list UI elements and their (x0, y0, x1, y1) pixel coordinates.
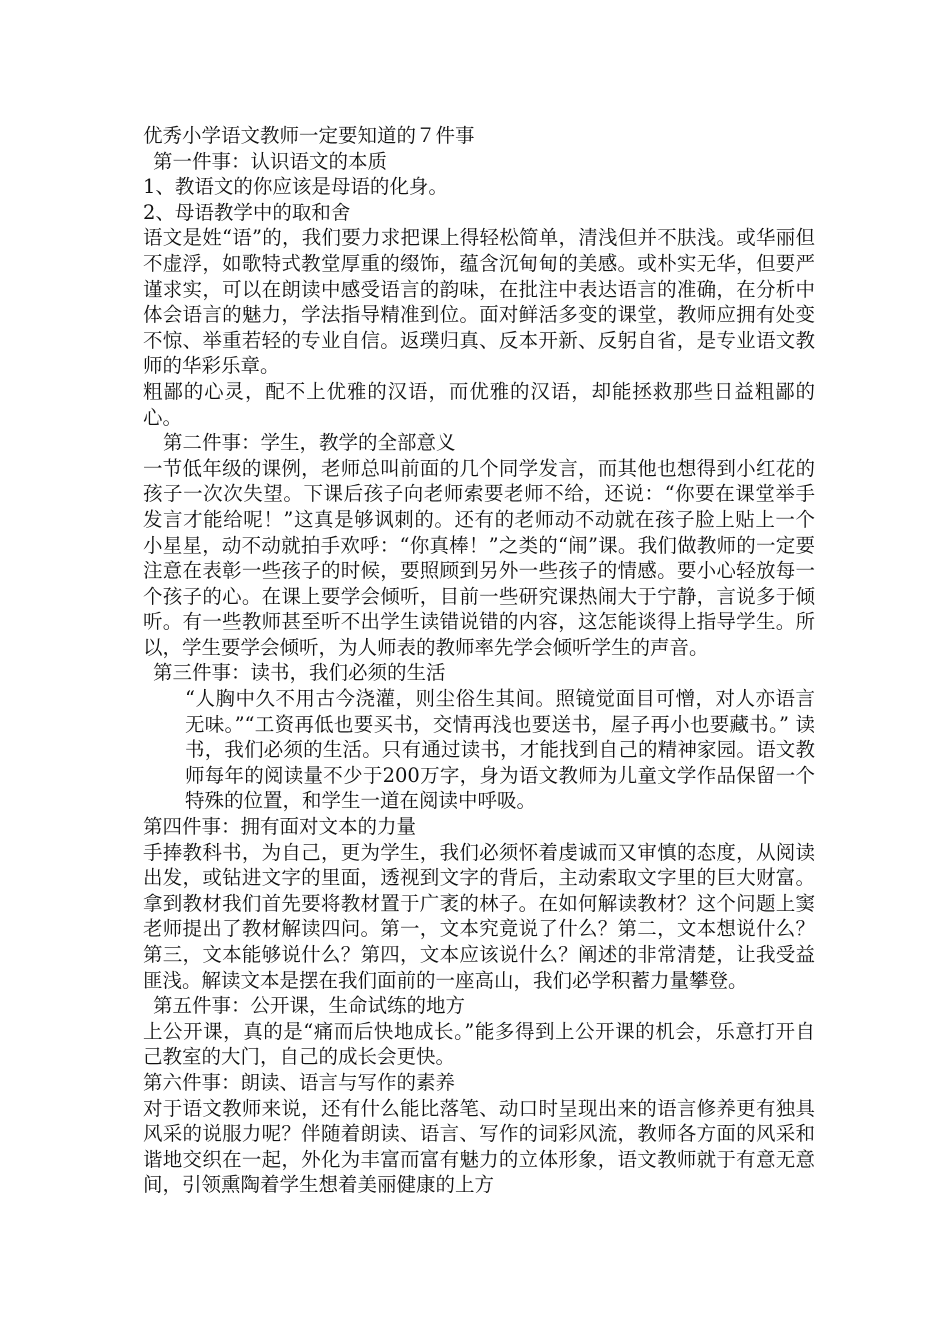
section-1-item-1: 1、教语文的你应该是母语的化身。 (143, 175, 448, 199)
section-6-heading: 第六件事：朗读、语言与写作的素养 (143, 1070, 456, 1094)
section-1-heading: 第一件事：认识语文的本质 (153, 149, 388, 173)
section-5-heading: 第五件事：公开课，生命试练的地方 (153, 994, 466, 1018)
section-4-paragraph-1: 手捧教科书，为自己，更为学生，我们必须怀着虔诚而又审慎的态度，从阅读出发，或钻进文字的里面，透视到文字的背后，主动索取文字里的巨大财富。拿到教材我们首先要将教材置于广袤的林子。在如何解读教材？这个问题上窦老师提出了教材解读四问。第一，文本究竟说了什么？第二，文本想说什么？第三，文本能够说什么？第四，文本应该说什么？阐述的非常清楚，让我受益匪浅。解读文本是摆在我们面前的一座高山，我们必学积蓄力量攀登。 (143, 840, 815, 992)
section-1-paragraph-2: 粗鄙的心灵，配不上优雅的汉语，而优雅的汉语，却能拯救那些日益粗鄙的心。 (143, 379, 815, 429)
section-3-paragraph-1: “人胸中久不用古今浇灌，则尘俗生其间。照镜觉面目可憎，对人亦语言无味。”“工资再低也要买书，交情再浅也要送书，屋子再小也要藏书。” 读书，我们必须的生活。只有通过读书，才能找到自己的精神家园。语文教师每年的阅读量不少于200万字，身为语文教师为儿童文学作品保留一个特殊的位置，和学生一道在阅读中呼吸。 (185, 687, 815, 813)
section-5-paragraph-1: 上公开课，真的是“痛而后快地成长。”能多得到上公开课的机会，乐意打开自己教室的大门，自己的成长会更快。 (143, 1019, 815, 1069)
document-page (143, 123, 815, 1198)
section-6-paragraph-1: 对于语文教师来说，还有什么能比落笔、动口时呈现出来的语言修养更有独具风采的说服力呢？伴随着朗读、语言、写作的词彩风流，教师各方面的风采和谐地交织在一起，外化为丰富而富有魅力的立体形象，语文教师就于有意无意间，引领熏陶着学生想着美丽健康的上方 (143, 1096, 815, 1197)
section-1-paragraph-1: 语文是姓“语”的，我们要力求把课上得轻松简单，清浅但并不肤浅。或华丽但不虚浮，如歌特式教堂厚重的缀饰，蕴含沉甸甸的美感。或朴实无华，但要严谨求实，可以在朗读中感受语言的韵味，在批注中表达语言的准确，在分析中体会语言的魅力，学法指导精准到位。面对鲜活多变的课堂，教师应拥有处变不惊、举重若轻的专业自信。返璞归真、反本开新、反躬自省，是专业语文教师的华彩乐章。 (143, 226, 815, 378)
section-2-paragraph-1: 一节低年级的课例，老师总叫前面的几个同学发言，而其他也想得到小红花的孩子一次次失望。下课后孩子向老师索要老师不给，还说：“你要在课堂举手发言才能给呢！”这真是够讽刺的。还有的老师动不动就在孩子脸上贴上一个小星星，动不动就拍手欢呼：“你真棒！”之类的“闹”课。我们做教师的一定要注意在表彰一些孩子的时候，要照顾到另外一些孩子的情感。要小心轻放每一个孩子的心。在课上要学会倾听，目前一些研究课热闹大于宁静，言说多于倾听。有一些教师甚至听不出学生读错说错的内容，这怎能谈得上指导学生。所以，学生要学会倾听，为人师表的教师率先学会倾听学生的声音。 (143, 456, 815, 659)
document-title: 优秀小学语文教师一定要知道的７件事 (143, 124, 475, 147)
section-4-heading: 第四件事：拥有面对文本的力量 (143, 815, 417, 839)
section-2-heading: 第二件事：学生，教学的全部意义 (163, 431, 456, 455)
section-3-heading: 第三件事：读书，我们必须的生活 (153, 661, 446, 685)
section-1-item-2: 2、母语教学中的取和舍 (143, 200, 351, 224)
